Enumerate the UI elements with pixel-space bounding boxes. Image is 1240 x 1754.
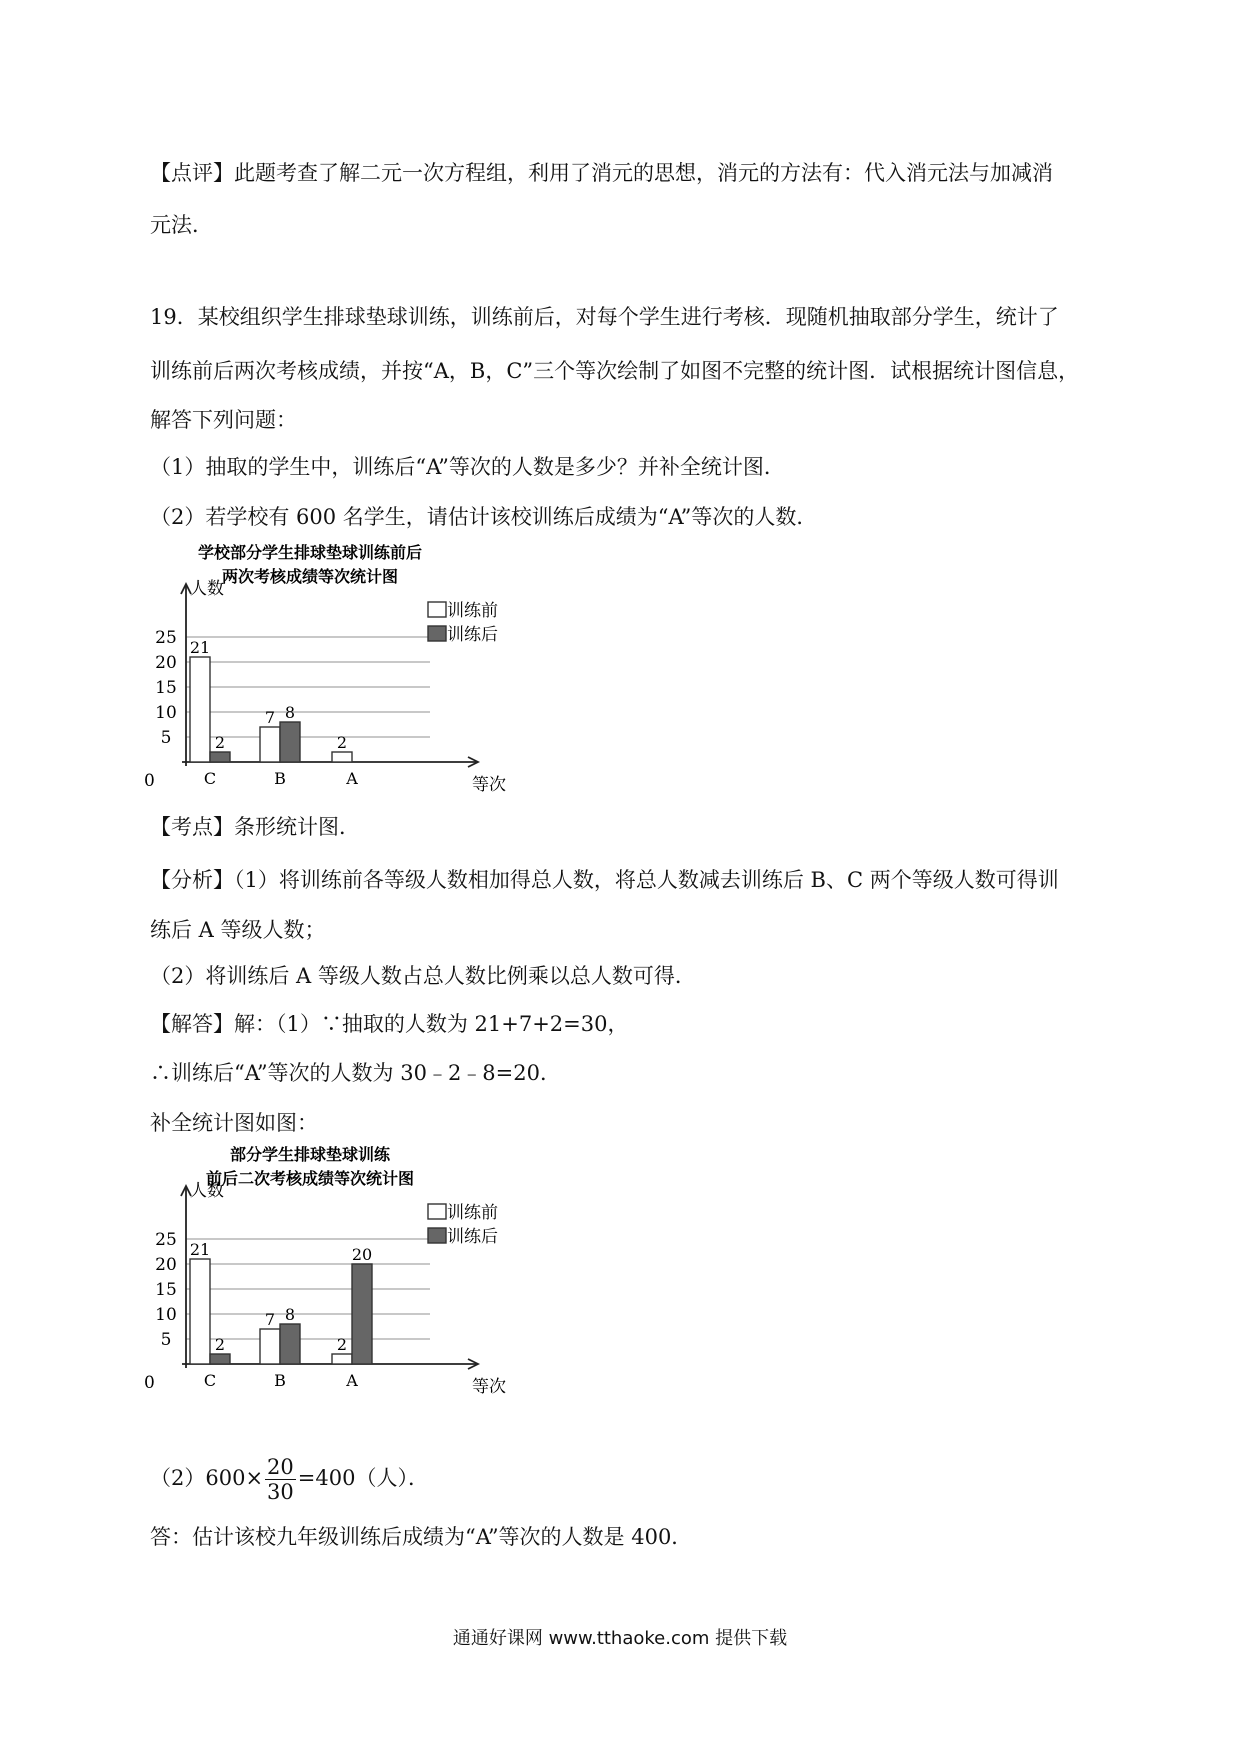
kaodian-line: 【考点】条形统计图．: [150, 815, 360, 839]
fraction-numerator: 20: [267, 1455, 294, 1479]
legend-swatch: [428, 1204, 446, 1219]
jieda-line-2: ∴训练后“A”等次的人数为 30﹣2﹣8=20．: [150, 1061, 561, 1085]
legend-swatch: [428, 626, 446, 641]
fraction: [265, 1455, 296, 1504]
bar-训练后-B: [280, 722, 300, 762]
bar-value-label: 21: [189, 638, 211, 657]
x-axis-label: 等次: [472, 1377, 506, 1397]
bar-value-label: 8: [284, 703, 296, 722]
origin-label: 0: [144, 771, 155, 791]
y-tick-label: 5: [160, 1330, 172, 1350]
bar-训练前-A: [332, 1354, 352, 1364]
x-tick-label: B: [274, 769, 286, 788]
calc-prefix: （2）600×: [150, 1466, 264, 1490]
chart-title-line: 两次考核成绩等次统计图: [221, 567, 399, 586]
legend-label: 训练前: [447, 601, 498, 621]
bar-value-label: 2: [336, 733, 348, 752]
y-tick-label: 20: [155, 653, 177, 673]
bar-value-label: 2: [336, 1335, 348, 1354]
bar-value-label: 7: [264, 1310, 276, 1329]
chart-completed: [140, 1138, 560, 1404]
y-tick-label: 5: [160, 728, 172, 748]
x-tick-label: A: [346, 1371, 358, 1390]
chart-title-line: 前后二次考核成绩等次统计图: [205, 1169, 415, 1188]
page-footer: 通通好课网 www.tthaoke.com 提供下载: [452, 1628, 788, 1649]
answer-line: 答：估计该校九年级训练后成绩为“A”等次的人数是 400．: [150, 1525, 693, 1549]
bar-value-label: 2: [214, 733, 226, 752]
chart-original: [140, 536, 560, 802]
x-tick-label: C: [203, 1371, 217, 1390]
y-tick-label: 20: [155, 1255, 177, 1275]
jieda-line-1: 【解答】解：（1）∵抽取的人数为 21+7+2=30，: [150, 1012, 629, 1036]
y-tick-label: 15: [155, 1280, 177, 1300]
bar-训练后-A: [352, 1264, 372, 1364]
y-tick-label: 25: [155, 628, 177, 648]
fraction-denominator: 30: [267, 1480, 294, 1504]
question-line-2: 训练前后两次考核成绩，并按“A，B，C”三个等次绘制了如图不完整的统计图．试根据统计图信息，: [150, 359, 1080, 383]
calc-suffix: =400（人）．: [297, 1466, 429, 1490]
bar-训练后-B: [280, 1324, 300, 1364]
bar-训练前-C: [190, 657, 210, 762]
bar-训练前-C: [190, 1259, 210, 1364]
legend-label: 训练前: [447, 1203, 498, 1223]
x-tick-label: A: [346, 769, 358, 788]
fenxi-line-3: （2）将训练后 A 等级人数占总人数比例乘以总人数可得．: [150, 964, 696, 988]
bar-value-label: 2: [214, 1335, 226, 1354]
chart-original-svg: [140, 536, 560, 798]
fenxi-line-1: 【分析】（1）将训练前各等级人数相加得总人数，将总人数减去训练后 B、C 两个等级人数可得训: [150, 868, 1059, 892]
bar-训练前-A: [332, 752, 352, 762]
legend-label: 训练后: [447, 625, 498, 645]
buquan-line: 补全统计图如图：: [150, 1111, 318, 1135]
y-tick-label: 10: [155, 703, 177, 723]
y-tick-label: 10: [155, 1305, 177, 1325]
legend-swatch: [428, 1228, 446, 1243]
review-line-1: 【点评】此题考查了解二元一次方程组，利用了消元的思想，消元的方法有：代入消元法与加减消: [150, 161, 1053, 185]
bar-value-label: 20: [351, 1245, 373, 1264]
x-tick-label: B: [274, 1371, 286, 1390]
y-tick-label: 15: [155, 678, 177, 698]
x-tick-label: C: [203, 769, 217, 788]
question-line-1: 19．某校组织学生排球垫球训练，训练前后，对每个学生进行考核．现随机抽取部分学生，统计了: [150, 305, 1059, 329]
question-part-2: （2）若学校有 600 名学生，请估计该校训练后成绩为“A”等次的人数．: [150, 505, 818, 529]
part2-calculation: [150, 1452, 429, 1504]
chart-completed-svg: [140, 1138, 560, 1400]
y-axis-label: 人数: [190, 1181, 224, 1201]
bar-训练后-C: [210, 1354, 230, 1364]
legend-swatch: [428, 602, 446, 617]
bar-训练前-B: [260, 1329, 280, 1364]
bar-value-label: 8: [284, 1305, 296, 1324]
x-axis-label: 等次: [472, 775, 506, 795]
review-line-2: 元法．: [150, 213, 213, 237]
legend-label: 训练后: [447, 1227, 498, 1247]
question-part-1: （1）抽取的学生中，训练后“A”等次的人数是多少？并补全统计图．: [150, 455, 785, 479]
bar-value-label: 7: [264, 708, 276, 727]
y-axis-label: 人数: [190, 579, 224, 599]
fenxi-line-2: 练后 A 等级人数；: [150, 918, 326, 942]
question-line-3: 解答下列问题：: [150, 408, 297, 432]
bar-value-label: 21: [189, 1240, 211, 1259]
y-tick-label: 25: [155, 1230, 177, 1250]
chart-title-line: 部分学生排球垫球训练: [229, 1145, 391, 1164]
bar-训练后-C: [210, 752, 230, 762]
chart-title-line: 学校部分学生排球垫球训练前后: [197, 543, 423, 562]
bar-训练前-B: [260, 727, 280, 762]
origin-label: 0: [144, 1373, 155, 1393]
